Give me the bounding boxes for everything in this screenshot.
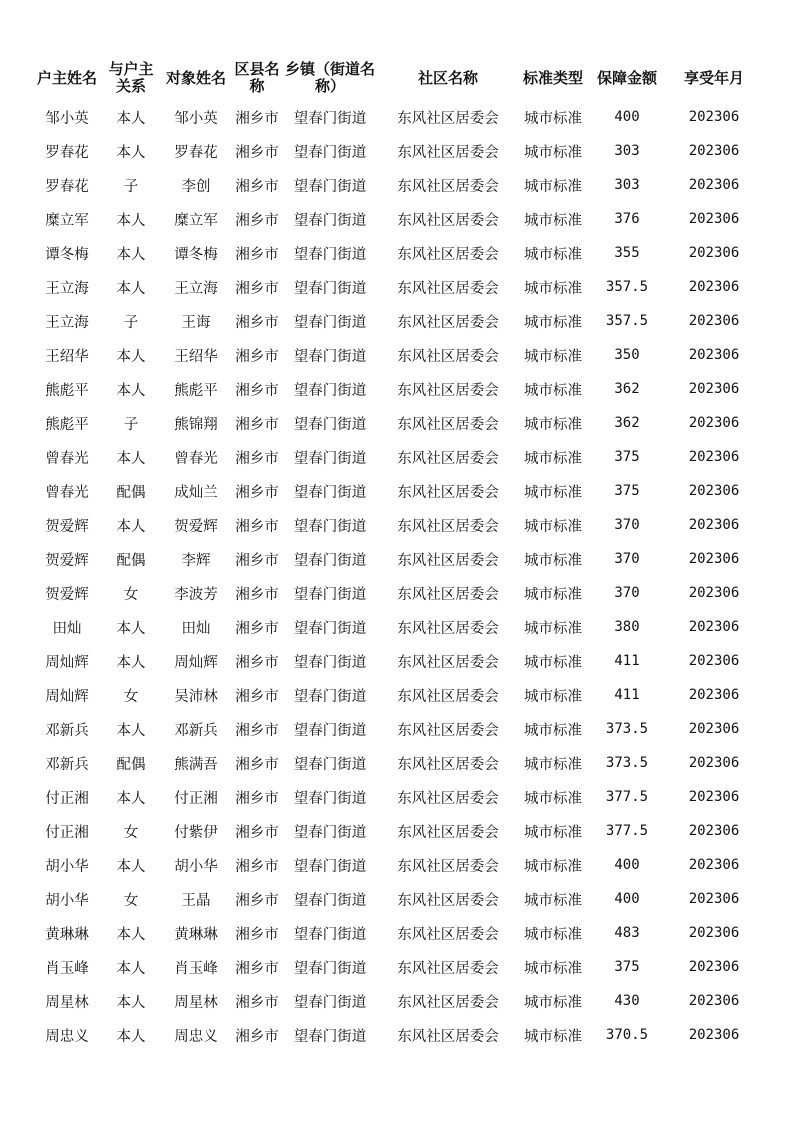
- recipient-name-cell: 付正湘: [174, 790, 218, 807]
- recipient-name-cell: 罗春花: [174, 144, 218, 161]
- amount-cell: 303: [614, 143, 640, 159]
- community-cell: 东风社区居委会: [397, 858, 499, 875]
- recipient-name-cell: 王诲: [181, 314, 211, 331]
- county-cell: 湘乡市: [235, 960, 279, 977]
- relationship-cell: 本人: [116, 1028, 146, 1045]
- standard-type-cell: 城市标准: [524, 586, 582, 603]
- month-cell: 202306: [688, 551, 740, 567]
- month-cell: 202306: [688, 279, 740, 295]
- county-cell: 湘乡市: [235, 552, 279, 569]
- community-cell: 东风社区居委会: [397, 518, 499, 535]
- community-cell: 东风社区居委会: [397, 348, 499, 365]
- standard-type-cell: 城市标准: [524, 1028, 582, 1045]
- community-cell: 东风社区居委会: [397, 824, 499, 841]
- standard-type-cell: 城市标准: [524, 960, 582, 977]
- standard-type-cell: 城市标准: [524, 620, 582, 637]
- recipient-name-cell: 黄琳琳: [174, 926, 218, 943]
- table-row: [32, 406, 762, 440]
- month-cell: 202306: [688, 653, 740, 669]
- relationship-cell: 本人: [116, 144, 146, 161]
- amount-cell: 400: [614, 109, 640, 125]
- table-row: [32, 882, 762, 916]
- standard-type-cell: 城市标准: [524, 552, 582, 569]
- header-month: 享受年月: [683, 68, 744, 87]
- household-head-cell: 周灿辉: [45, 688, 89, 705]
- month-cell: 202306: [688, 857, 740, 873]
- relationship-cell: 女: [123, 824, 139, 841]
- community-cell: 东风社区居委会: [397, 756, 499, 773]
- township-cell: 望春门街道: [293, 552, 367, 569]
- household-head-cell: 熊彪平: [45, 382, 89, 399]
- township-cell: 望春门街道: [293, 620, 367, 637]
- household-head-cell: 邹小英: [45, 110, 89, 127]
- relationship-cell: 本人: [116, 450, 146, 467]
- table-row: [32, 372, 762, 406]
- standard-type-cell: 城市标准: [524, 484, 582, 501]
- relationship-cell: 子: [123, 178, 139, 195]
- household-head-cell: 贺爱辉: [45, 586, 89, 603]
- township-cell: 望春门街道: [293, 790, 367, 807]
- township-cell: 望春门街道: [293, 246, 367, 263]
- amount-cell: 375: [614, 449, 640, 465]
- recipient-name-cell: 糜立军: [174, 212, 218, 229]
- relationship-cell: 女: [123, 892, 139, 909]
- header-community: 社区名称: [417, 68, 478, 87]
- month-cell: 202306: [688, 823, 740, 839]
- relationship-cell: 本人: [116, 518, 146, 535]
- month-cell: 202306: [688, 891, 740, 907]
- amount-cell: 362: [614, 381, 640, 397]
- month-cell: 202306: [688, 109, 740, 125]
- county-cell: 湘乡市: [235, 688, 279, 705]
- standard-type-cell: 城市标准: [524, 688, 582, 705]
- month-cell: 202306: [688, 721, 740, 737]
- community-cell: 东风社区居委会: [397, 450, 499, 467]
- standard-type-cell: 城市标准: [524, 348, 582, 365]
- relationship-cell: 本人: [116, 382, 146, 399]
- county-cell: 湘乡市: [235, 1028, 279, 1045]
- household-head-cell: 罗春花: [45, 144, 89, 161]
- standard-type-cell: 城市标准: [524, 654, 582, 671]
- county-cell: 湘乡市: [235, 416, 279, 433]
- relationship-cell: 本人: [116, 246, 146, 263]
- township-cell: 望春门街道: [293, 1028, 367, 1045]
- relationship-cell: 本人: [116, 926, 146, 943]
- county-cell: 湘乡市: [235, 790, 279, 807]
- relationship-cell: 配偶: [116, 756, 146, 773]
- township-cell: 望春门街道: [293, 280, 367, 297]
- standard-type-cell: 城市标准: [524, 824, 582, 841]
- amount-cell: 375: [614, 483, 640, 499]
- township-cell: 望春门街道: [293, 382, 367, 399]
- relationship-cell: 本人: [116, 722, 146, 739]
- standard-type-cell: 城市标准: [524, 246, 582, 263]
- amount-cell: 376: [614, 211, 640, 227]
- household-head-cell: 贺爱辉: [45, 518, 89, 535]
- household-head-cell: 罗春花: [45, 178, 89, 195]
- relationship-cell: 配偶: [116, 552, 146, 569]
- relationship-cell: 子: [123, 314, 139, 331]
- recipient-name-cell: 周灿辉: [174, 654, 218, 671]
- table-row: [32, 712, 762, 746]
- household-head-cell: 邓新兵: [45, 722, 89, 739]
- township-cell: 望春门街道: [293, 450, 367, 467]
- household-head-cell: 王立海: [45, 280, 89, 297]
- standard-type-cell: 城市标准: [524, 212, 582, 229]
- relationship-cell: 本人: [116, 960, 146, 977]
- community-cell: 东风社区居委会: [397, 892, 499, 909]
- county-cell: 湘乡市: [235, 280, 279, 297]
- household-head-cell: 糜立军: [45, 212, 89, 229]
- table-row: [32, 814, 762, 848]
- header-row: [32, 56, 762, 100]
- county-cell: 湘乡市: [235, 994, 279, 1011]
- recipient-name-cell: 李创: [181, 178, 211, 195]
- relationship-cell: 本人: [116, 994, 146, 1011]
- amount-cell: 370: [614, 551, 640, 567]
- recipient-name-cell: 熊满吾: [174, 756, 218, 773]
- month-cell: 202306: [688, 1027, 740, 1043]
- household-head-cell: 胡小华: [45, 892, 89, 909]
- recipient-name-cell: 胡小华: [174, 858, 218, 875]
- township-cell: 望春门街道: [293, 960, 367, 977]
- recipient-name-cell: 邓新兵: [174, 722, 218, 739]
- table-row: [32, 780, 762, 814]
- township-cell: 望春门街道: [293, 518, 367, 535]
- township-cell: 望春门街道: [293, 688, 367, 705]
- household-head-cell: 王立海: [45, 314, 89, 331]
- month-cell: 202306: [688, 313, 740, 329]
- table-body: [32, 100, 762, 1052]
- amount-cell: 400: [614, 891, 640, 907]
- township-cell: 望春门街道: [293, 144, 367, 161]
- community-cell: 东风社区居委会: [397, 212, 499, 229]
- amount-cell: 370: [614, 517, 640, 533]
- recipient-name-cell: 田灿: [181, 620, 211, 637]
- amount-cell: 400: [614, 857, 640, 873]
- month-cell: 202306: [688, 245, 740, 261]
- household-head-cell: 熊彪平: [45, 416, 89, 433]
- county-cell: 湘乡市: [235, 824, 279, 841]
- recipient-name-cell: 贺爱辉: [174, 518, 218, 535]
- amount-cell: 373.5: [605, 721, 649, 737]
- standard-type-cell: 城市标准: [524, 994, 582, 1011]
- recipient-name-cell: 周星林: [174, 994, 218, 1011]
- household-head-cell: 贺爱辉: [45, 552, 89, 569]
- township-cell: 望春门街道: [293, 926, 367, 943]
- table-row: [32, 236, 762, 270]
- community-cell: 东风社区居委会: [397, 314, 499, 331]
- month-cell: 202306: [688, 959, 740, 975]
- township-cell: 望春门街道: [293, 212, 367, 229]
- county-cell: 湘乡市: [235, 212, 279, 229]
- table-row: [32, 474, 762, 508]
- standard-type-cell: 城市标准: [524, 790, 582, 807]
- household-head-cell: 周星林: [45, 994, 89, 1011]
- community-cell: 东风社区居委会: [397, 960, 499, 977]
- community-cell: 东风社区居委会: [397, 654, 499, 671]
- recipient-name-cell: 邹小英: [174, 110, 218, 127]
- county-cell: 湘乡市: [235, 348, 279, 365]
- table-row: [32, 644, 762, 678]
- table-row: [32, 746, 762, 780]
- relationship-cell: 本人: [116, 858, 146, 875]
- community-cell: 东风社区居委会: [397, 110, 499, 127]
- standard-type-cell: 城市标准: [524, 382, 582, 399]
- month-cell: 202306: [688, 449, 740, 465]
- amount-cell: 355: [614, 245, 640, 261]
- standard-type-cell: 城市标准: [524, 926, 582, 943]
- relationship-cell: 女: [123, 688, 139, 705]
- amount-cell: 430: [614, 993, 640, 1009]
- recipient-name-cell: 李辉: [181, 552, 211, 569]
- amount-cell: 350: [614, 347, 640, 363]
- table-row: [32, 304, 762, 338]
- header-household-head-name: 户主姓名: [36, 68, 97, 87]
- amount-cell: 377.5: [605, 789, 649, 805]
- month-cell: 202306: [688, 585, 740, 601]
- table-row: [32, 440, 762, 474]
- community-cell: 东风社区居委会: [397, 416, 499, 433]
- amount-cell: 362: [614, 415, 640, 431]
- standard-type-cell: 城市标准: [524, 144, 582, 161]
- month-cell: 202306: [688, 143, 740, 159]
- standard-type-cell: 城市标准: [524, 892, 582, 909]
- table-row: [32, 1018, 762, 1052]
- township-cell: 望春门街道: [293, 110, 367, 127]
- table-row: [32, 848, 762, 882]
- township-cell: 望春门街道: [293, 348, 367, 365]
- month-cell: 202306: [688, 177, 740, 193]
- household-head-cell: 付正湘: [45, 790, 89, 807]
- township-cell: 望春门街道: [293, 586, 367, 603]
- amount-cell: 357.5: [605, 313, 649, 329]
- recipient-name-cell: 李波芳: [174, 586, 218, 603]
- community-cell: 东风社区居委会: [397, 994, 499, 1011]
- county-cell: 湘乡市: [235, 178, 279, 195]
- township-cell: 望春门街道: [293, 756, 367, 773]
- county-cell: 湘乡市: [235, 586, 279, 603]
- table-row: [32, 338, 762, 372]
- community-cell: 东风社区居委会: [397, 552, 499, 569]
- community-cell: 东风社区居委会: [397, 280, 499, 297]
- community-cell: 东风社区居委会: [397, 620, 499, 637]
- amount-cell: 370.5: [605, 1027, 649, 1043]
- month-cell: 202306: [688, 483, 740, 499]
- community-cell: 东风社区居委会: [397, 790, 499, 807]
- amount-cell: 411: [614, 687, 640, 703]
- assistance-roster-table: [32, 56, 762, 1052]
- household-head-cell: 邓新兵: [45, 756, 89, 773]
- table-row: [32, 270, 762, 304]
- table-header: [32, 56, 762, 100]
- month-cell: 202306: [688, 347, 740, 363]
- month-cell: 202306: [688, 925, 740, 941]
- month-cell: 202306: [688, 415, 740, 431]
- table-row: [32, 542, 762, 576]
- table-row: [32, 984, 762, 1018]
- recipient-name-cell: 周忠义: [174, 1028, 218, 1045]
- township-cell: 望春门街道: [293, 892, 367, 909]
- recipient-name-cell: 付紫伊: [174, 824, 218, 841]
- relationship-cell: 女: [123, 586, 139, 603]
- township-cell: 望春门街道: [293, 416, 367, 433]
- standard-type-cell: 城市标准: [524, 756, 582, 773]
- relationship-cell: 本人: [116, 790, 146, 807]
- month-cell: 202306: [688, 993, 740, 1009]
- amount-cell: 483: [614, 925, 640, 941]
- document-page: [32, 56, 762, 1052]
- household-head-cell: 田灿: [52, 620, 82, 637]
- standard-type-cell: 城市标准: [524, 110, 582, 127]
- relationship-cell: 本人: [116, 212, 146, 229]
- township-cell: 望春门街道: [293, 824, 367, 841]
- township-cell: 望春门街道: [293, 314, 367, 331]
- header-relationship: 与户主关系: [108, 60, 154, 95]
- county-cell: 湘乡市: [235, 484, 279, 501]
- amount-cell: 303: [614, 177, 640, 193]
- amount-cell: 377.5: [605, 823, 649, 839]
- relationship-cell: 本人: [116, 620, 146, 637]
- community-cell: 东风社区居委会: [397, 178, 499, 195]
- county-cell: 湘乡市: [235, 756, 279, 773]
- table-row: [32, 508, 762, 542]
- standard-type-cell: 城市标准: [524, 450, 582, 467]
- county-cell: 湘乡市: [235, 892, 279, 909]
- household-head-cell: 谭冬梅: [45, 246, 89, 263]
- header-township: 乡镇（街道名称）: [284, 60, 375, 95]
- relationship-cell: 配偶: [116, 484, 146, 501]
- community-cell: 东风社区居委会: [397, 926, 499, 943]
- county-cell: 湘乡市: [235, 518, 279, 535]
- county-cell: 湘乡市: [235, 110, 279, 127]
- amount-cell: 380: [614, 619, 640, 635]
- table-row: [32, 168, 762, 202]
- county-cell: 湘乡市: [235, 450, 279, 467]
- table-row: [32, 100, 762, 134]
- township-cell: 望春门街道: [293, 994, 367, 1011]
- table-row: [32, 678, 762, 712]
- recipient-name-cell: 肖玉峰: [174, 960, 218, 977]
- table-row: [32, 916, 762, 950]
- amount-cell: 375: [614, 959, 640, 975]
- community-cell: 东风社区居委会: [397, 144, 499, 161]
- table-row: [32, 576, 762, 610]
- community-cell: 东风社区居委会: [397, 1028, 499, 1045]
- amount-cell: 357.5: [605, 279, 649, 295]
- household-head-cell: 付正湘: [45, 824, 89, 841]
- township-cell: 望春门街道: [293, 484, 367, 501]
- month-cell: 202306: [688, 517, 740, 533]
- township-cell: 望春门街道: [293, 858, 367, 875]
- recipient-name-cell: 熊彪平: [174, 382, 218, 399]
- recipient-name-cell: 王绍华: [174, 348, 218, 365]
- county-cell: 湘乡市: [235, 722, 279, 739]
- standard-type-cell: 城市标准: [524, 178, 582, 195]
- township-cell: 望春门街道: [293, 722, 367, 739]
- standard-type-cell: 城市标准: [524, 314, 582, 331]
- community-cell: 东风社区居委会: [397, 722, 499, 739]
- table-row: [32, 950, 762, 984]
- standard-type-cell: 城市标准: [524, 518, 582, 535]
- table-row: [32, 202, 762, 236]
- county-cell: 湘乡市: [235, 654, 279, 671]
- county-cell: 湘乡市: [235, 926, 279, 943]
- county-cell: 湘乡市: [235, 144, 279, 161]
- county-cell: 湘乡市: [235, 246, 279, 263]
- month-cell: 202306: [688, 211, 740, 227]
- household-head-cell: 周灿辉: [45, 654, 89, 671]
- county-cell: 湘乡市: [235, 858, 279, 875]
- township-cell: 望春门街道: [293, 178, 367, 195]
- recipient-name-cell: 谭冬梅: [174, 246, 218, 263]
- table-row: [32, 134, 762, 168]
- relationship-cell: 本人: [116, 280, 146, 297]
- recipient-name-cell: 熊锦翔: [174, 416, 218, 433]
- header-standard-type: 标准类型: [522, 68, 583, 87]
- household-head-cell: 曾春光: [45, 484, 89, 501]
- month-cell: 202306: [688, 619, 740, 635]
- month-cell: 202306: [688, 789, 740, 805]
- community-cell: 东风社区居委会: [397, 484, 499, 501]
- household-head-cell: 胡小华: [45, 858, 89, 875]
- community-cell: 东风社区居委会: [397, 586, 499, 603]
- standard-type-cell: 城市标准: [524, 858, 582, 875]
- household-head-cell: 周忠义: [45, 1028, 89, 1045]
- community-cell: 东风社区居委会: [397, 246, 499, 263]
- header-amount: 保障金额: [596, 68, 657, 87]
- household-head-cell: 王绍华: [45, 348, 89, 365]
- county-cell: 湘乡市: [235, 382, 279, 399]
- standard-type-cell: 城市标准: [524, 280, 582, 297]
- amount-cell: 373.5: [605, 755, 649, 771]
- header-county: 区县名称: [234, 60, 280, 95]
- community-cell: 东风社区居委会: [397, 382, 499, 399]
- recipient-name-cell: 吴沛林: [174, 688, 218, 705]
- amount-cell: 370: [614, 585, 640, 601]
- household-head-cell: 黄琳琳: [45, 926, 89, 943]
- community-cell: 东风社区居委会: [397, 688, 499, 705]
- standard-type-cell: 城市标准: [524, 416, 582, 433]
- month-cell: 202306: [688, 381, 740, 397]
- recipient-name-cell: 王晶: [181, 892, 211, 909]
- standard-type-cell: 城市标准: [524, 722, 582, 739]
- household-head-cell: 曾春光: [45, 450, 89, 467]
- relationship-cell: 本人: [116, 654, 146, 671]
- household-head-cell: 肖玉峰: [45, 960, 89, 977]
- township-cell: 望春门街道: [293, 654, 367, 671]
- relationship-cell: 子: [123, 416, 139, 433]
- recipient-name-cell: 王立海: [174, 280, 218, 297]
- header-recipient-name: 对象姓名: [165, 68, 226, 87]
- recipient-name-cell: 曾春光: [174, 450, 218, 467]
- county-cell: 湘乡市: [235, 620, 279, 637]
- table-row: [32, 610, 762, 644]
- month-cell: 202306: [688, 687, 740, 703]
- recipient-name-cell: 成灿兰: [174, 484, 218, 501]
- relationship-cell: 本人: [116, 110, 146, 127]
- amount-cell: 411: [614, 653, 640, 669]
- month-cell: 202306: [688, 755, 740, 771]
- relationship-cell: 本人: [116, 348, 146, 365]
- county-cell: 湘乡市: [235, 314, 279, 331]
